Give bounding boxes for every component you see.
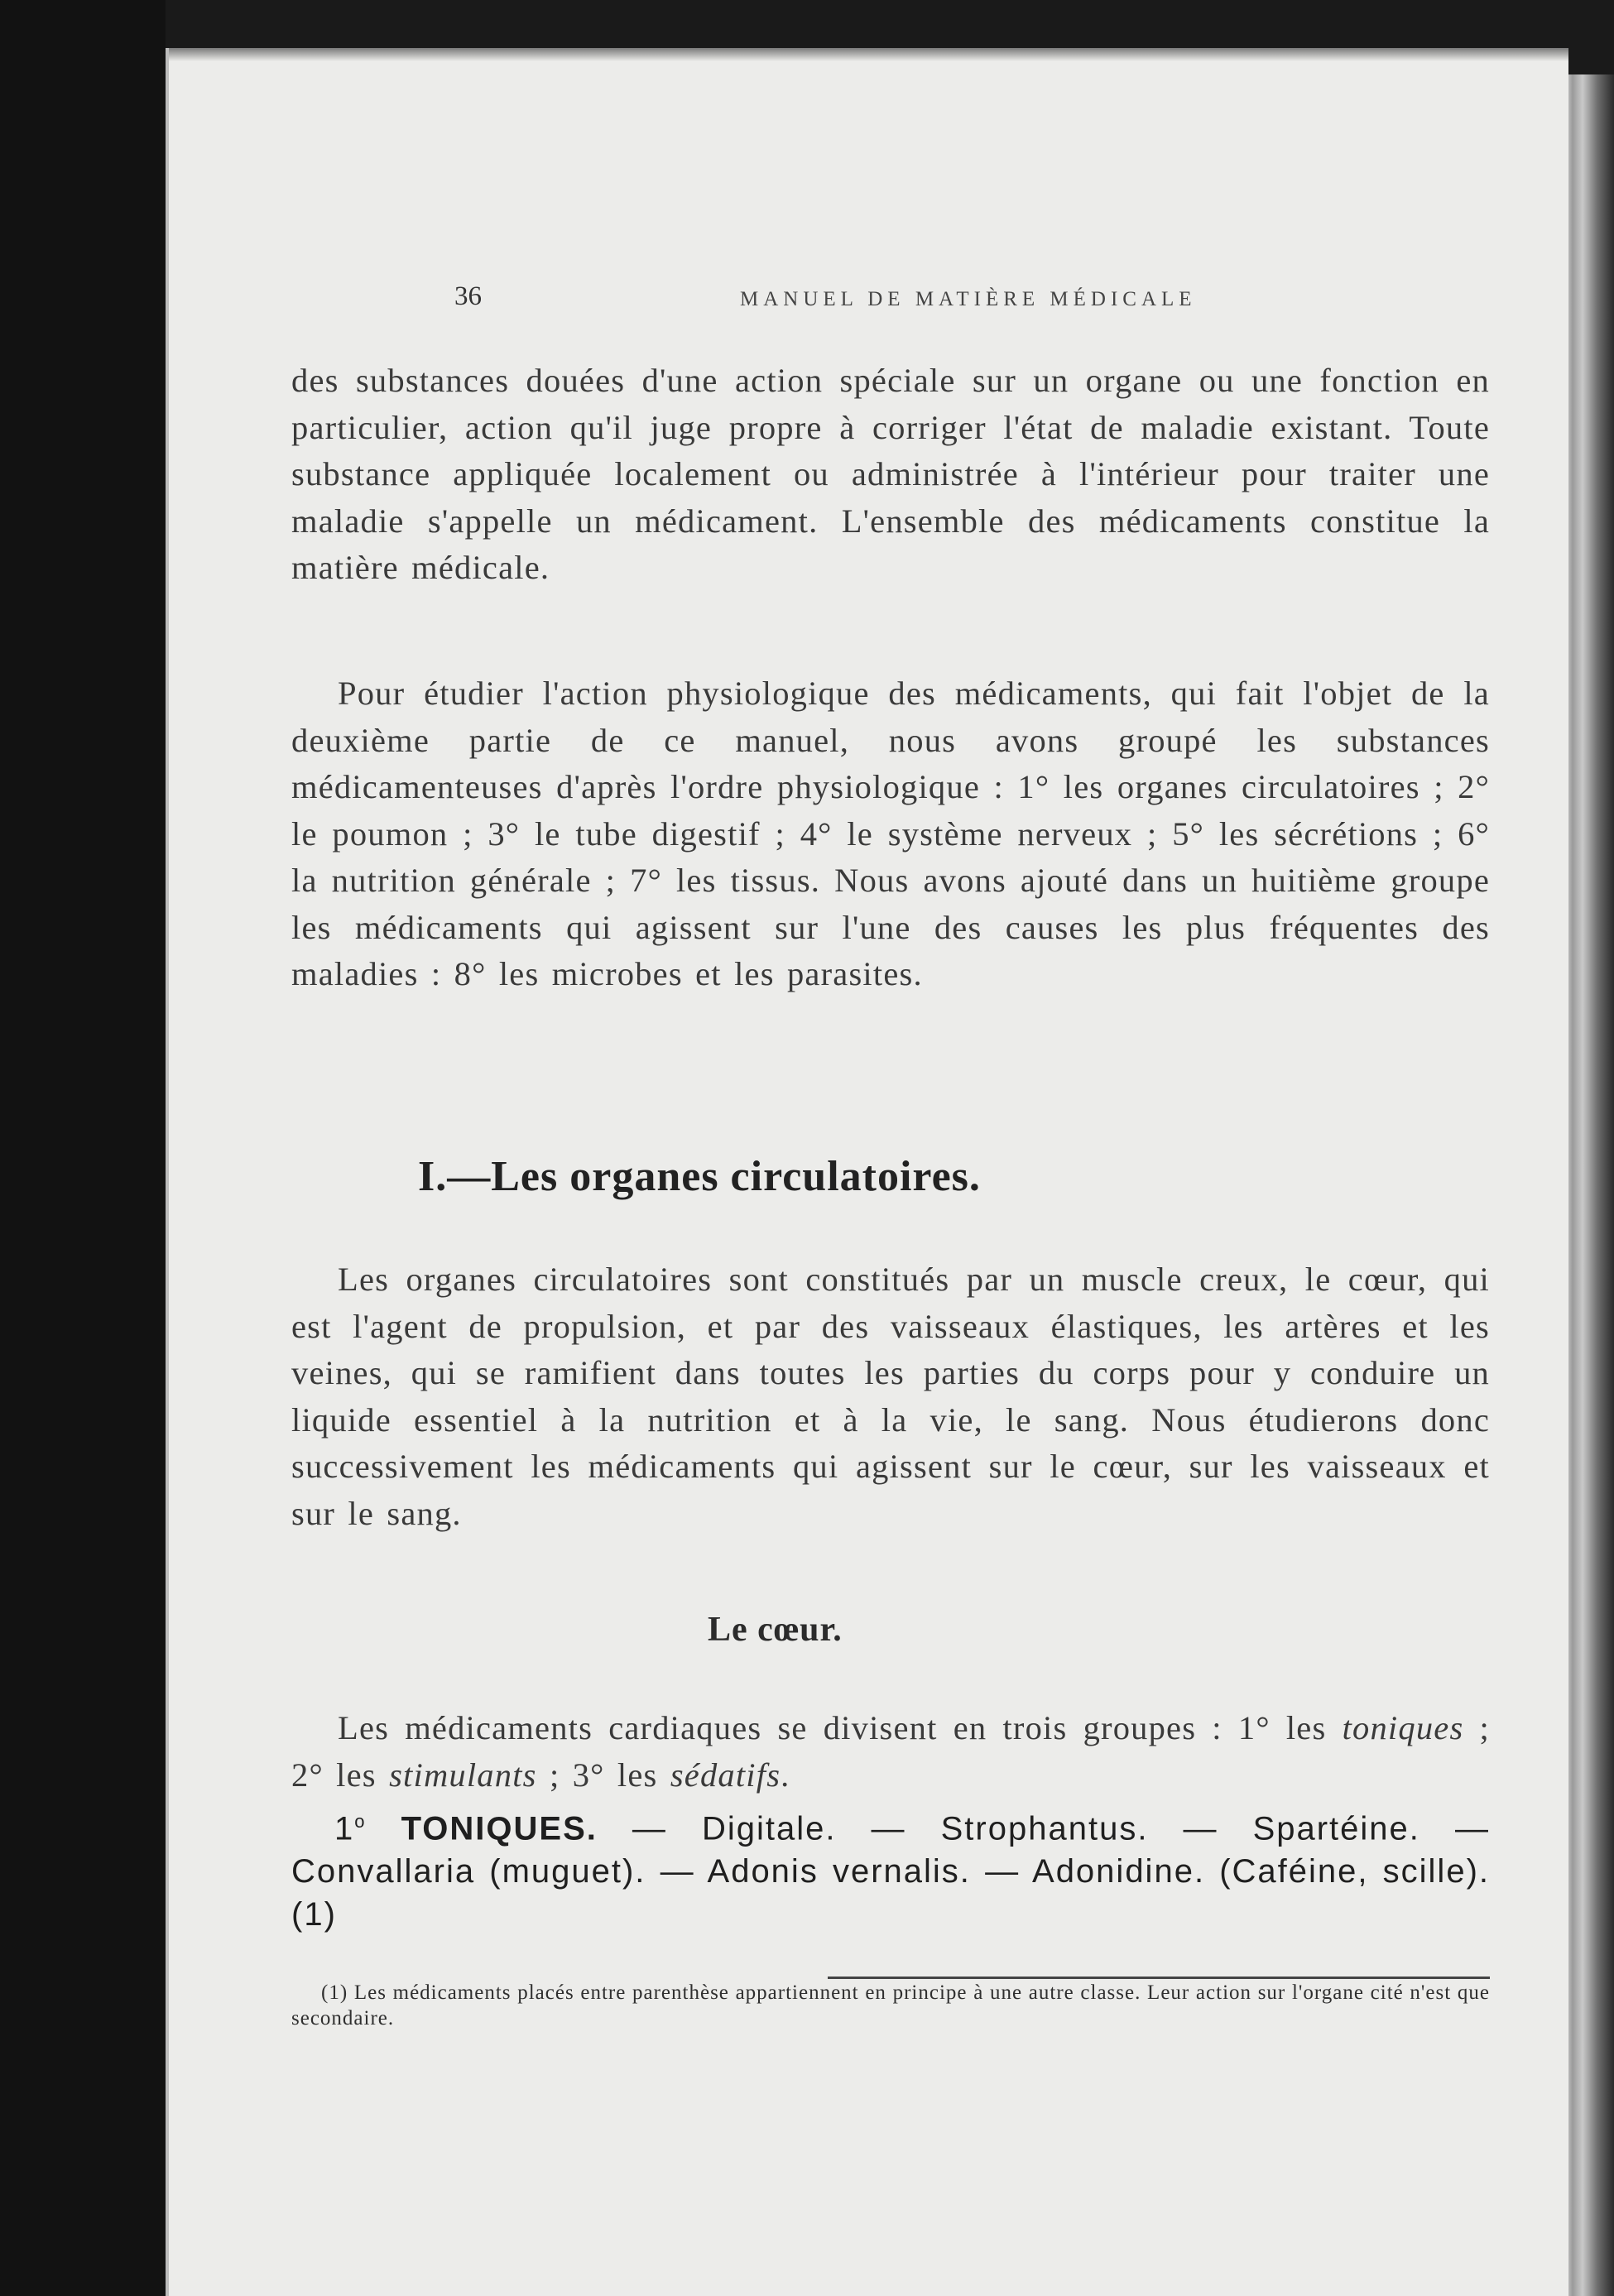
section-heading: I.—Les organes circulatoires. bbox=[418, 1153, 981, 1200]
footnote-rule bbox=[828, 1977, 1490, 1979]
groups-intro: Les médicaments cardiaques se divisent en trois groupes : 1° les bbox=[338, 1709, 1327, 1746]
toniques-number: 1 bbox=[334, 1810, 355, 1847]
page-number: 36 bbox=[454, 281, 482, 311]
paragraph-cardiac-groups bbox=[291, 1705, 1490, 1799]
footnote: (1) Les médicaments placés entre parenthèse appartiennent en principe à une autre classe. Leur action sur l'organe cité n'est que secondaire. bbox=[291, 1981, 1490, 2029]
paragraph-physiological-order: Pour étudier l'action physiologique des médicaments, qui fait l'objet de la deuxième partie de ce manuel, nous avons groupé les substances médicamenteuses d'après l'ordre physiologique : 1° les organes circulatoires ; 2° le poumon ; 3° le tube digestif ; 4° le système nerveux ; 5° les sécrétions ; 6° la nutrition générale ; 7° les tissus. Nous avons ajouté dans un huitième groupe les médicaments qui agissent sur l'une des causes les plus fréquentes des maladies : 8° les microbes et les parasites. bbox=[291, 675, 1490, 992]
groups-sedatifs: sédatifs bbox=[670, 1756, 781, 1794]
toniques-degree: o bbox=[354, 1811, 367, 1832]
paragraph-intro: des substances douées d'une action spéciale sur un organe ou une fonction en particulier, action qu'il juge propre à corriger l'état de maladie existant. Toute substance appliquée localement ou administrée à l'intérieur pour traiter une maladie s'appelle un médicament. L'ensemble des médicaments constitue la matière médicale. bbox=[291, 362, 1490, 586]
groups-toniques: toniques bbox=[1342, 1709, 1464, 1746]
page-edge-stack bbox=[1564, 74, 1614, 2296]
subheading-heart: Le cœur. bbox=[708, 1611, 843, 1649]
scan-background-left bbox=[0, 0, 166, 2296]
paragraph-circulatory-organs: Les organes circulatoires sont constitués par un muscle creux, le cœur, qui est l'agent de propulsion, et par des vaisseaux élastiques, les artères et les veines, qui se ramifient dans toutes les parties du corps pour y conduire un liquide essentiel à la nutrition et à la vie, le sang. Nous étudierons donc successivement les médicaments qui agissent sur le cœur, sur les vaisseaux et sur le sang. bbox=[291, 1261, 1490, 1532]
groups-sep2: ; 3° les bbox=[536, 1756, 670, 1794]
running-head: MANUEL DE MATIÈRE MÉDICALE bbox=[740, 288, 1197, 310]
toniques-items: — Digitale. — Strophantus. — Spartéine. — Convallaria (muguet). — Adonis vernalis. — Adonidine. (Caféine, scille). (1) bbox=[291, 1810, 1490, 1933]
toniques-heading: TONIQUES. bbox=[401, 1810, 598, 1847]
page-top-shadow bbox=[169, 48, 1568, 61]
page-header bbox=[169, 281, 1568, 331]
paragraph-toniques-list bbox=[291, 1800, 1490, 1936]
groups-sep1: ; 2° les bbox=[291, 1709, 1490, 1794]
groups-end: . bbox=[781, 1756, 790, 1794]
groups-stimulants: stimulants bbox=[389, 1756, 537, 1794]
